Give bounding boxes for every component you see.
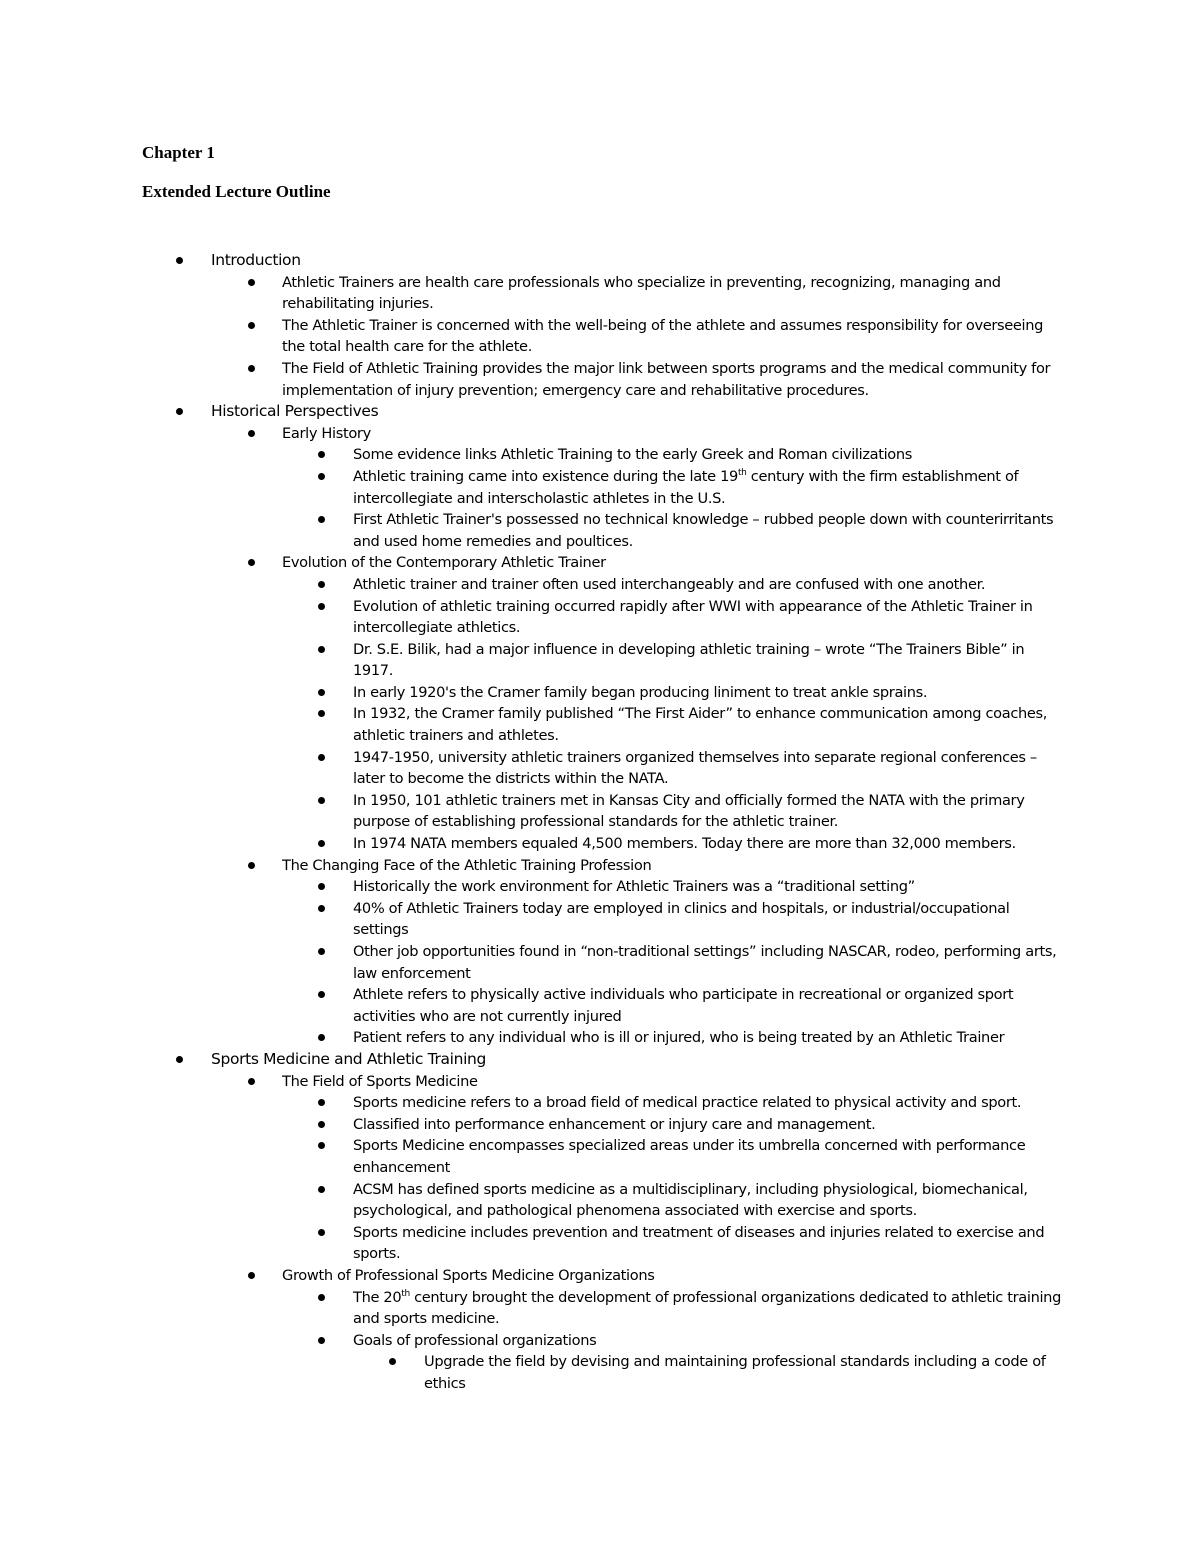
outline-item-text: 1947-1950, university athletic trainers organized themselves into separate regional conferences – later to become the districts within the NATA. xyxy=(353,748,1037,788)
bullet-icon xyxy=(318,991,325,998)
outline-item-text: Sports medicine refers to a broad field of medical practice related to physical activity and sport. xyxy=(353,1094,1022,1112)
outline-item-text: The 20 xyxy=(353,1288,402,1306)
bullet-icon xyxy=(318,1099,325,1106)
bullet-icon xyxy=(318,1142,325,1149)
outline-item-text-continued: century with the firm establishment of intercollegiate and interscholastic athletes in the U.S. xyxy=(353,467,1019,507)
bullet-icon xyxy=(318,948,325,955)
outline-item-text: Classified into performance enhancement or injury care and management. xyxy=(353,1115,876,1133)
outline-item-text: In 1950, 101 athletic trainers met in Kansas City and officially formed the NATA with the primary purpose of establishing professional standards for the athletic trainer. xyxy=(353,791,1025,831)
bullet-icon xyxy=(318,1294,325,1301)
outline-item-text: Other job opportunities found in “non-traditional settings” including NASCAR, rodeo, performing arts, law enforcement xyxy=(353,943,1057,982)
outline-item-text: Athletic Trainers are health care professionals who specialize in preventing, recognizing, managing and rehabilitating injuries. xyxy=(282,273,1001,313)
outline-item-level-3 xyxy=(0,596,1063,639)
bullet-icon xyxy=(318,603,325,610)
outline-item-level-3 xyxy=(0,1222,1063,1265)
bullet-icon xyxy=(318,883,325,890)
outline-item-level-3 xyxy=(0,984,1063,1027)
outline-item-level-3 xyxy=(0,790,1063,833)
outline-item-text: Athletic trainer and trainer often used interchangeably and are confused with one another. xyxy=(353,575,986,593)
outline-item-level-3 xyxy=(0,747,1063,790)
bullet-icon xyxy=(318,1121,325,1128)
bullet-icon xyxy=(318,710,325,717)
outline-item-text: Athletic training came into existence during the late 19 xyxy=(353,467,738,485)
outline-item-level-1 xyxy=(0,250,1061,272)
outline-item-level-2 xyxy=(0,272,1062,315)
outline-item-level-2 xyxy=(0,358,1062,401)
outline-item-text: Some evidence links Athletic Training to the early Greek and Roman civilizations xyxy=(353,446,913,464)
outline-item-text: Goals of professional organizations xyxy=(353,1331,597,1349)
outline-item-text: Growth of Professional Sports Medicine Organizations xyxy=(282,1266,655,1284)
bullet-icon xyxy=(248,559,255,566)
outline-item-text: ACSM has defined sports medicine as a multidisciplinary, including physiological, biomechanical, psychological, and pathological phenomena associated with exercise and sports. xyxy=(353,1180,1028,1220)
bullet-icon xyxy=(248,1272,255,1279)
ordinal-superscript: th xyxy=(737,467,747,478)
outline-item-level-3 xyxy=(0,898,1063,941)
outline-item-text: The Field of Athletic Training provides the major link between sports programs and the medical community for implementation of injury prevention; emergency care and rehabilitative procedures. xyxy=(282,359,1051,399)
bullet-icon xyxy=(248,322,255,329)
outline-item-text: Introduction xyxy=(211,251,301,269)
bullet-icon xyxy=(389,1358,396,1365)
bullet-icon xyxy=(318,689,325,696)
outline-item-level-3 xyxy=(0,1114,1063,1136)
outline-item-level-3 xyxy=(0,876,1063,898)
ordinal-superscript: th xyxy=(401,1288,410,1299)
bullet-icon xyxy=(318,840,325,847)
outline-item-level-3 xyxy=(0,833,1063,855)
outline-item-text: 40% of Athletic Trainers today are employed in clinics and hospitals, or industrial/occupational settings xyxy=(353,899,1010,939)
outline-item-level-3 xyxy=(0,703,1063,746)
outline-item-text: Sports medicine includes prevention and treatment of diseases and injuries related to exercise and sports. xyxy=(353,1223,1045,1263)
outline-item-text: The Field of Sports Medicine xyxy=(282,1072,478,1090)
outline-item-level-2 xyxy=(0,423,1062,445)
bullet-icon xyxy=(176,408,183,415)
outline-item-text: Upgrade the field by devising and maintaining professional standards including a code of ethics xyxy=(424,1353,1046,1392)
outline-item-level-2 xyxy=(0,552,1062,574)
outline-item-level-2 xyxy=(0,1265,1062,1287)
bullet-icon xyxy=(318,581,325,588)
outline-item-level-3 xyxy=(0,1179,1063,1222)
outline-item-text: In 1932, the Cramer family published “The First Aider” to enhance communication among coaches, athletic trainers and athletes. xyxy=(353,705,1048,745)
outline-item-text-continued: century brought the development of professional organizations dedicated to athletic training and sports medicine. xyxy=(353,1288,1061,1328)
lecture-outline xyxy=(0,250,1200,1394)
bullet-icon xyxy=(176,257,183,264)
bullet-icon xyxy=(318,1337,325,1344)
outline-item-level-3 xyxy=(0,639,1063,682)
bullet-icon xyxy=(248,365,255,372)
outline-item-text: First Athletic Trainer's possessed no technical knowledge – rubbed people down with counterirritants and used home remedies and poultices. xyxy=(353,511,1054,550)
outline-item-level-3 xyxy=(0,941,1063,984)
bullet-icon xyxy=(318,451,325,458)
outline-item-text: Dr. S.E. Bilik, had a major influence in developing athletic training – wrote “The Trainers Bible” in 1917. xyxy=(353,640,1025,680)
outline-item-text: Early History xyxy=(282,424,371,442)
outline-item-text: Patient refers to any individual who is ill or injured, who is being treated by an Athletic Trainer xyxy=(353,1029,1005,1047)
outline-item-text: The Athletic Trainer is concerned with the well-being of the athlete and assumes responsibility for overseeing the total health care for the athlete. xyxy=(282,316,1044,356)
bullet-icon xyxy=(248,1078,255,1085)
outline-item-text: Historical Perspectives xyxy=(211,402,379,421)
outline-item-text: Sports Medicine and Athletic Training xyxy=(211,1049,486,1068)
outline-subtitle: Extended Lecture Outline xyxy=(142,182,331,201)
outline-item-text: Sports Medicine encompasses specialized areas under its umbrella concerned with performance enhancement xyxy=(353,1137,1026,1176)
bullet-icon xyxy=(318,646,325,653)
bullet-icon xyxy=(318,516,325,523)
bullet-icon xyxy=(176,1056,183,1063)
outline-item-level-1 xyxy=(0,1049,1061,1071)
outline-item-level-3 xyxy=(0,1027,1063,1049)
bullet-icon xyxy=(318,1186,325,1193)
outline-item-level-2 xyxy=(0,855,1062,877)
outline-item-text: Evolution of athletic training occurred rapidly after WWI with appearance of the Athletic Trainer in intercollegiate athletics. xyxy=(353,597,1033,637)
outline-item-text: In early 1920's the Cramer family began producing liniment to treat ankle sprains. xyxy=(353,683,928,701)
bullet-icon xyxy=(318,473,325,480)
outline-item-text: Evolution of the Contemporary Athletic Trainer xyxy=(282,554,606,572)
bullet-icon xyxy=(318,1229,325,1236)
bullet-icon xyxy=(318,754,325,761)
outline-item-level-3 xyxy=(0,1330,1063,1352)
outline-item-level-3 xyxy=(0,1135,1063,1178)
outline-item-level-3 xyxy=(0,682,1063,704)
chapter-title: Chapter 1 xyxy=(142,143,215,162)
outline-item-level-3 xyxy=(0,466,1063,509)
bullet-icon xyxy=(248,862,255,869)
bullet-icon xyxy=(318,797,325,804)
outline-item-level-3 xyxy=(0,1287,1063,1330)
bullet-icon xyxy=(318,1034,325,1041)
outline-item-level-1 xyxy=(0,401,1061,423)
bullet-icon xyxy=(318,905,325,912)
outline-item-level-2 xyxy=(0,1071,1062,1093)
outline-item-text: The Changing Face of the Athletic Training Profession xyxy=(282,856,652,874)
outline-item-level-4 xyxy=(0,1351,1064,1394)
outline-item-level-3 xyxy=(0,444,1063,466)
outline-item-level-3 xyxy=(0,1092,1063,1114)
outline-item-text: Athlete refers to physically active individuals who participate in recreational or organized sport activities who are not currently injured xyxy=(353,986,1014,1025)
outline-item-text: In 1974 NATA members equaled 4,500 members. Today there are more than 32,000 members. xyxy=(353,835,1016,853)
outline-item-level-2 xyxy=(0,315,1062,358)
outline-item-level-3 xyxy=(0,509,1063,552)
bullet-icon xyxy=(248,279,255,286)
bullet-icon xyxy=(248,430,255,437)
outline-item-text: Historically the work environment for Athletic Trainers was a “traditional setting” xyxy=(353,878,915,896)
outline-item-level-3 xyxy=(0,574,1063,596)
